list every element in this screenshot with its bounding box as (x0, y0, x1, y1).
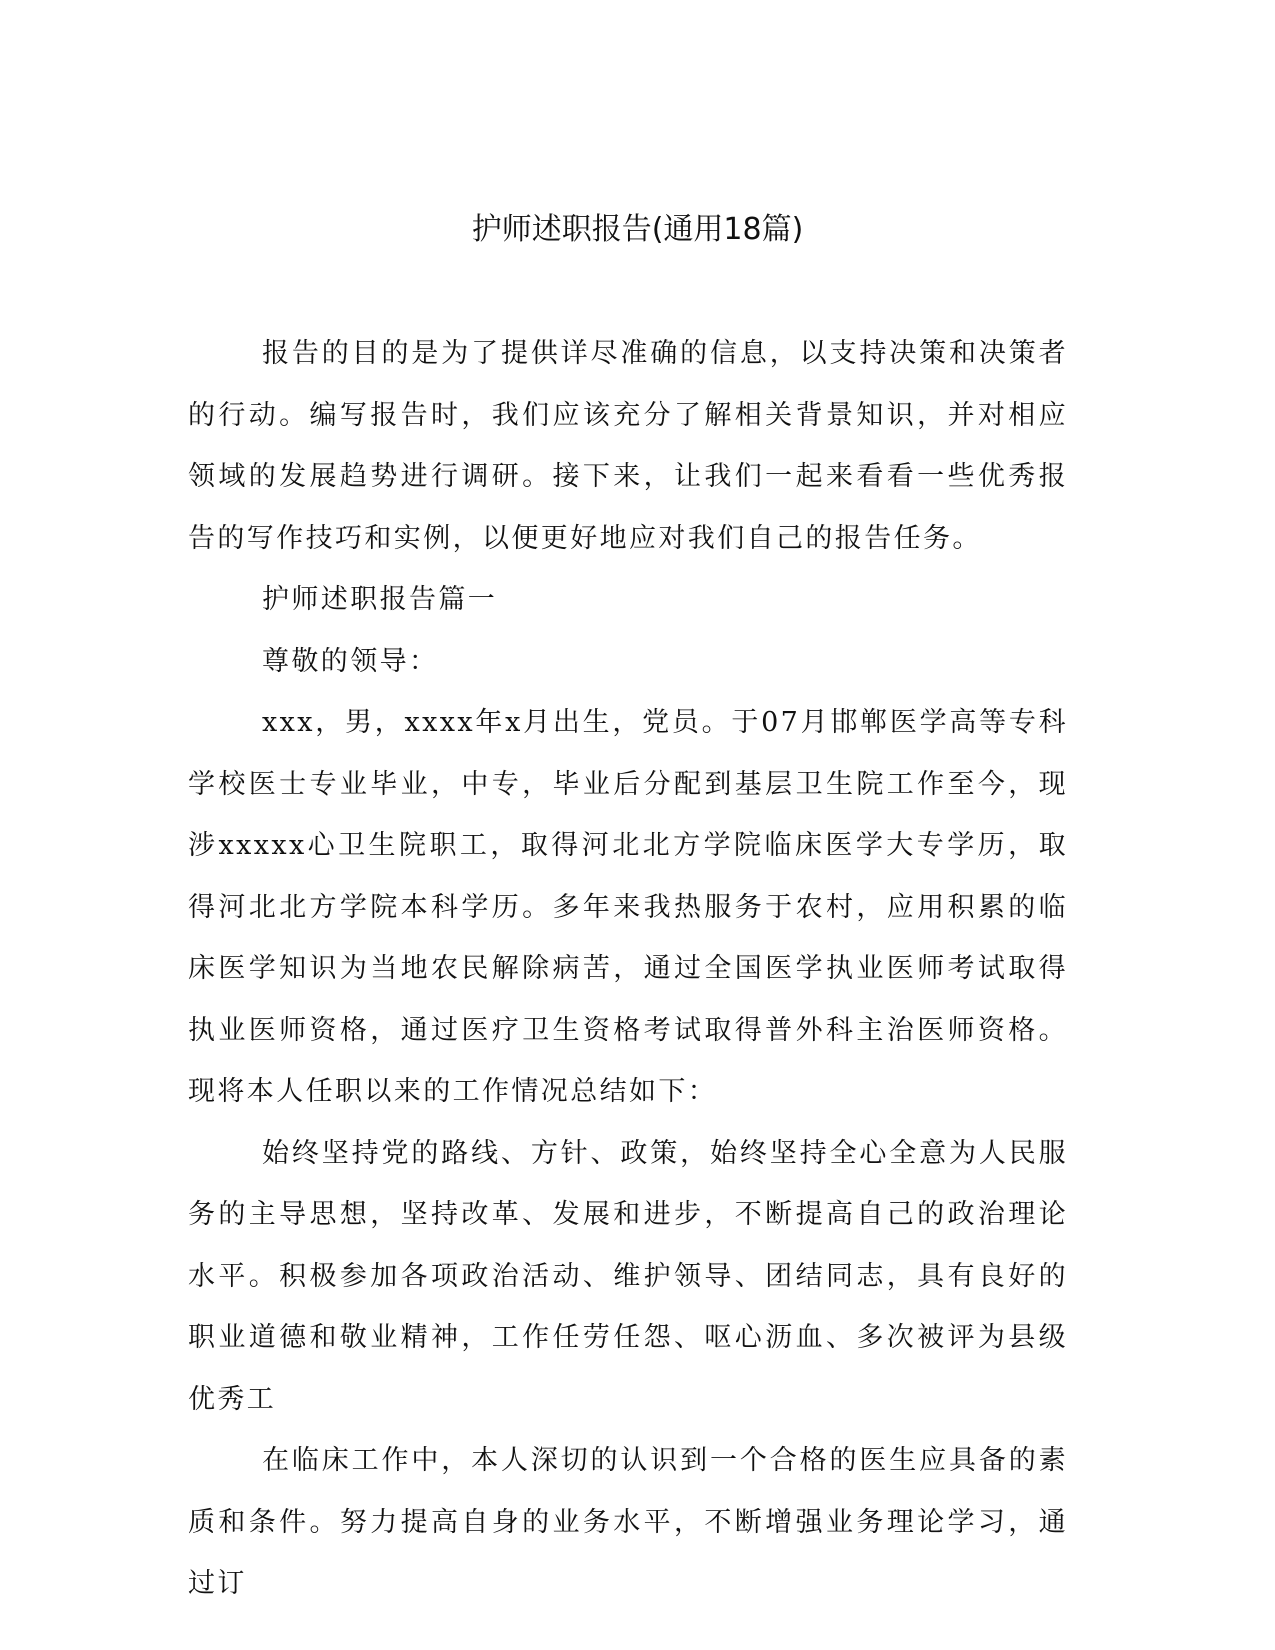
body-paragraph: 始终坚持党的路线、方针、政策，始终坚持全心全意为人民服务的主导思想，坚持改革、发展和进步，不断提高自己的政治理论水平。积极参加各项政治活动、维护领导、团结同志，具有良好的职业道德和敬业精神，工作任劳任怨、呕心沥血、多次被评为县级优秀工 (188, 1137, 1068, 1415)
intro-paragraph: 报告的目的是为了提供详尽准确的信息，以支持决策和决策者的行动。编写报告时，我们应该充分了解相关背景知识，并对相应领域的发展趋势进行调研。接下来，让我们一起来看看一些优秀报告的写作技巧和实例，以便更好地应对我们自己的报告任务。 (188, 338, 1068, 554)
body-paragraph: xxx，男，xxxx年x月出生，党员。于07月邯郸医学高等专科学校医士专业毕业，中专，毕业后分配到基层卫生院工作至今，现涉xxxxx心卫生院职工，取得河北北方学院临床医学大专学历，取得河北北方学院本科学历。多年来我热服务于农村，应用积累的临床医学知识为当地农民解除病苦，通过全国医学执业医师考试取得执业医师资格，通过医疗卫生资格考试取得普外科主治医师资格。现将本人任职以来的工作情况总结如下： (188, 707, 1068, 1107)
salutation: 尊敬的领导： (262, 645, 439, 677)
document-title: 护师述职报告(通用18篇) (471, 212, 804, 247)
body-paragraph: 在临床工作中，本人深切的认识到一个合格的医生应具备的素质和条件。努力提高自身的业务水平，不断增强业务理论学习，通过订 (188, 1445, 1068, 1599)
document-body (188, 323, 1068, 1615)
section-heading: 护师述职报告篇一 (262, 584, 498, 615)
